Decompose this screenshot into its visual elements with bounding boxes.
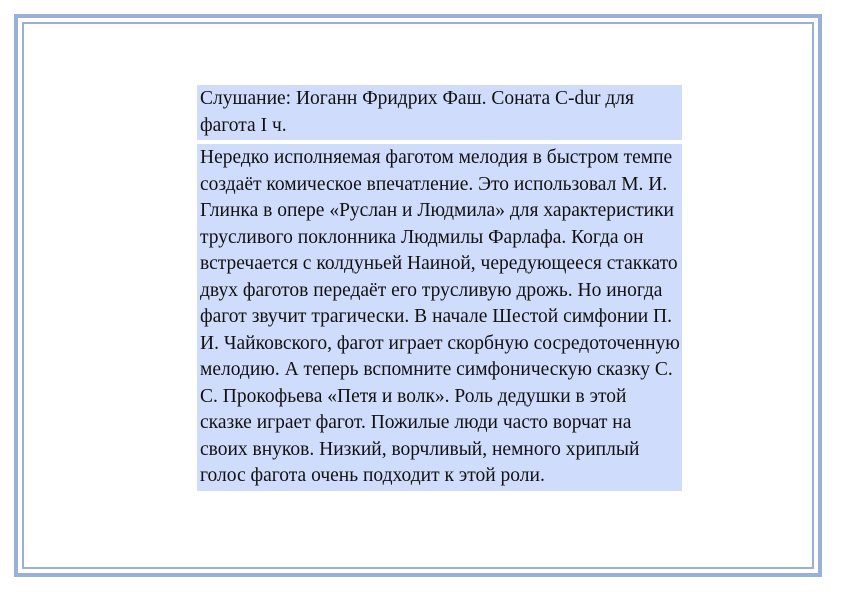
text-box [197, 85, 682, 491]
body-paragraph: Нередко исполняемая фаготом мелодия в быстром темпе создаёт комическое впечатление. Это использовал М. И. Глинка в опере «Руслан и Людмила» для характеристики трусливого поклонника Людмилы Фарлафа. Когда он встречается с колдуньей Наиной, чередующееся стаккато двух фаготов передаёт его трусливую дрожь. Но иногда фагот звучит трагически. В начале Шестой симфонии П. И. Чайковского, фагот играет скорбную сосредоточенную мелодию. А теперь вспомните симфоническую сказку С. С. Прокофьева «Петя и волк». Роль дедушки в этой сказке играет фагот. Пожилые люди часто ворчат на своих внуков. Низкий, ворчливый, немного хриплый голос фагота очень подходит к этой роли. [197, 144, 682, 491]
slide-title: Слушание: Иоганн Фридрих Фаш. Соната C-dur для фагота I ч. [197, 85, 682, 140]
